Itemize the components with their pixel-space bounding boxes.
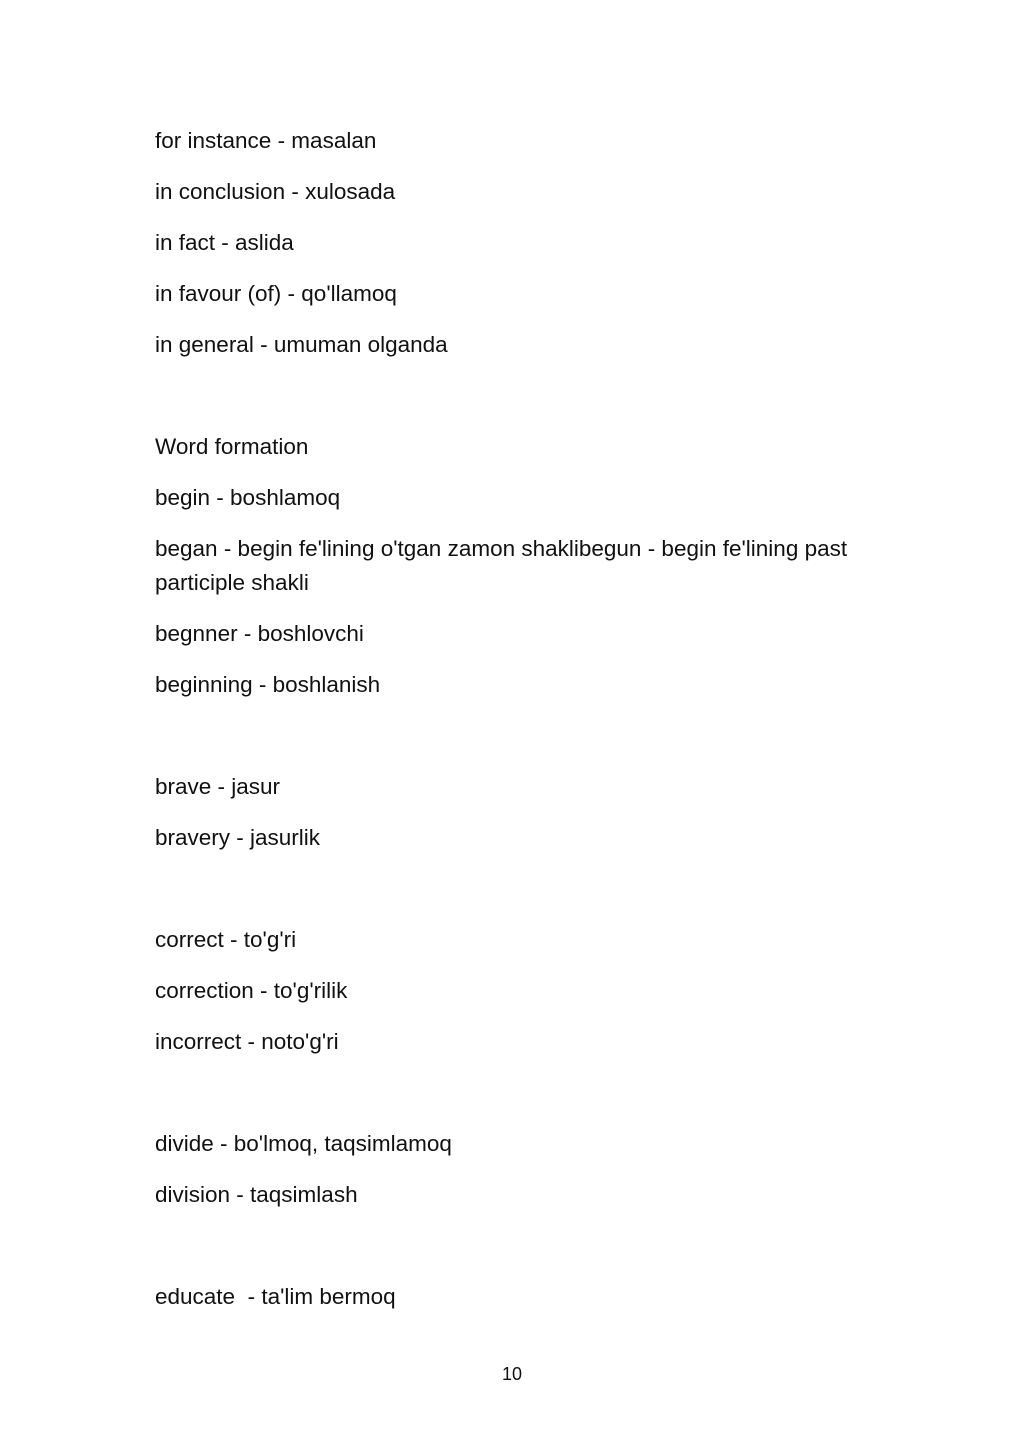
section-heading: Word formation (155, 434, 309, 459)
vocab-entry: correct - to'g'ri (155, 927, 297, 952)
page-number: 10 (501, 1364, 523, 1384)
section-gap (155, 1076, 875, 1127)
vocab-entry: begnner - boshlovchi (155, 621, 364, 646)
vocab-entry: begin - boshlamoq (155, 485, 341, 510)
vocab-entry: divide - bo'lmoq, taqsimlamoq (155, 1131, 452, 1156)
section-gap (155, 872, 875, 923)
vocab-entry: incorrect - noto'g'ri (155, 1029, 339, 1054)
vocab-entry: in conclusion - xulosada (155, 179, 396, 204)
vocab-entry: correction - to'g'rilik (155, 978, 348, 1003)
vocab-entry: division - taqsimlash (155, 1182, 358, 1207)
vocab-entry: educate - ta'lim bermoq (155, 1284, 396, 1309)
vocab-entry: bravery - jasurlik (155, 825, 321, 850)
vocabulary-list (155, 124, 875, 1331)
section-gap (155, 379, 875, 430)
vocab-entry: in general - umuman olganda (155, 332, 448, 357)
section-gap (155, 1229, 875, 1280)
section-gap (155, 719, 875, 770)
vocab-entry: beginning - boshlanish (155, 672, 381, 697)
vocab-entry: for instance - masalan (155, 128, 377, 153)
vocab-entry: in favour (of) - qo'llamoq (155, 281, 397, 306)
vocab-entry: in fact - aslida (155, 230, 294, 255)
vocab-entry: brave - jasur (155, 774, 281, 799)
vocab-entry: began - begin fe'lining o'tgan zamon shaklibegun - begin fe'lining past participle shakli (155, 536, 854, 595)
